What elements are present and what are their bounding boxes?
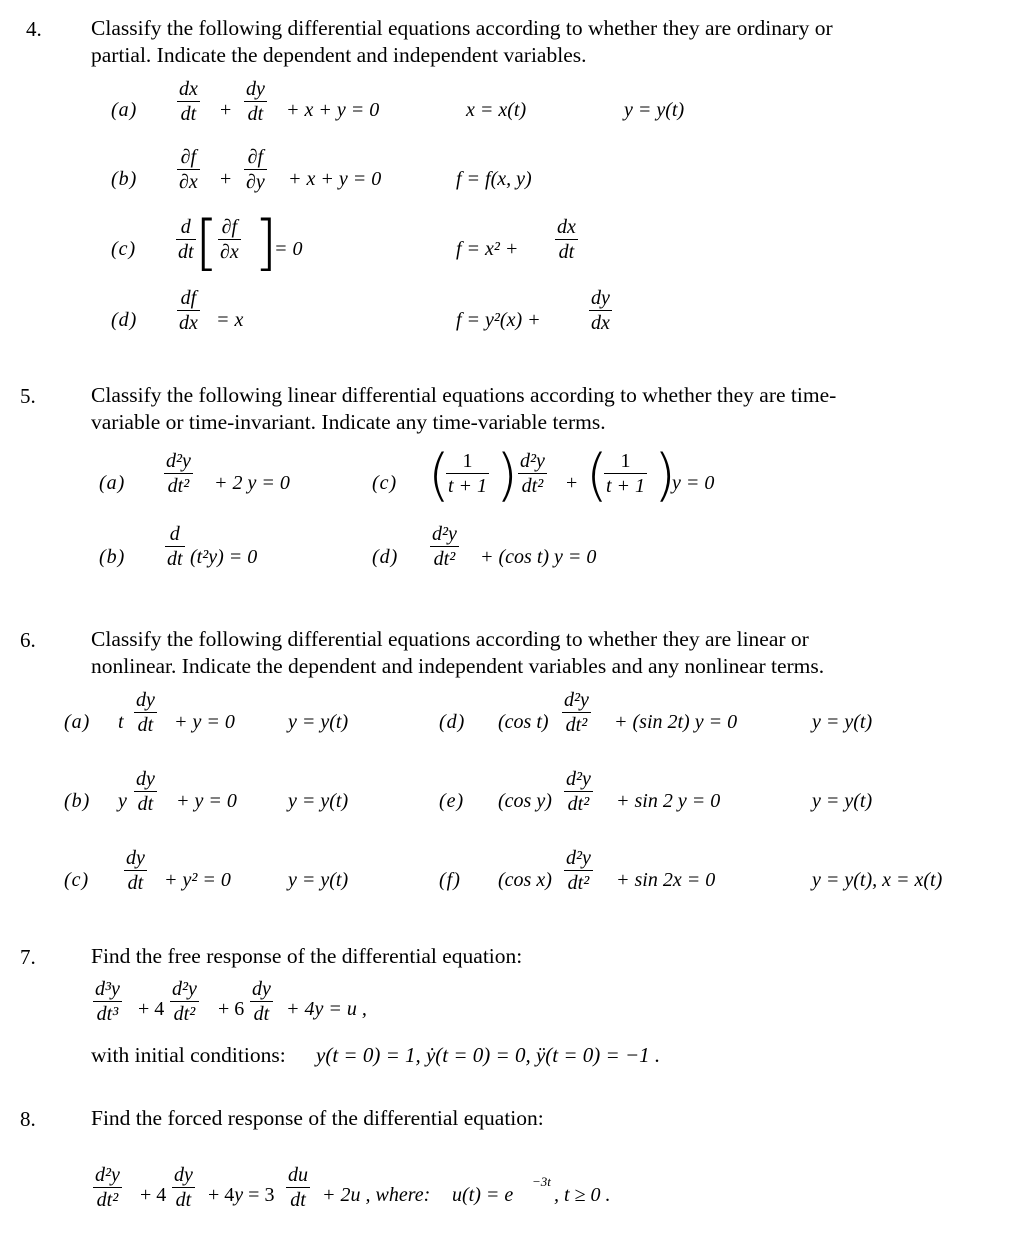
fraction-d3y-dt3: d³y dt³	[95, 978, 120, 1025]
equation-term: y = 0	[672, 472, 715, 494]
fraction-partial-f-x: ∂f ∂x	[179, 146, 198, 193]
fraction-dy-dt: dy dt	[136, 768, 155, 815]
variable-definition: y = y(t)	[812, 790, 873, 812]
part-label: (d)	[111, 309, 138, 331]
left-bracket: [	[195, 208, 219, 278]
fraction-1-over-t-plus-1: 1 t + 1	[448, 450, 488, 497]
plus-sign: +	[220, 168, 232, 190]
fraction-d2y-dt2: d²y dt²	[432, 523, 457, 570]
left-paren: (	[428, 443, 450, 508]
fraction-d2y-dt2: d²y dt²	[172, 978, 197, 1025]
fraction-d2y-dt2: d²y dt²	[566, 768, 591, 815]
part-label: (c)	[111, 238, 137, 260]
right-paren: )	[496, 443, 518, 508]
fraction-d2y-dt2: d²y dt²	[166, 450, 191, 497]
variable-definition: f = x² +	[456, 238, 519, 260]
variable-definition: y = y(t)	[288, 790, 349, 812]
fraction-dy-dt: dy dt	[126, 847, 145, 894]
plus-sign: +	[220, 99, 232, 121]
part-label: (f)	[439, 869, 461, 891]
equation-term: + x + y = 0	[288, 168, 382, 190]
part-label: (c)	[64, 869, 90, 891]
fraction-d2y-dt2: d²y dt²	[566, 847, 591, 894]
fraction-d2y-dt2: d²y dt²	[564, 689, 589, 736]
variable-definition: y = y(t)	[624, 99, 685, 121]
problem-number: 6.	[20, 628, 36, 652]
equation-term: + x + y = 0	[286, 99, 380, 121]
fraction-d-dt: d dt	[178, 216, 194, 263]
problem-text: variable or time-invariant. Indicate any time-variable terms.	[91, 410, 606, 434]
variable-definition: y = y(t)	[288, 711, 349, 733]
fraction-dy-dt: dy dt	[174, 1164, 193, 1211]
equation-term: + 2 y = 0	[214, 472, 290, 494]
equation-term: + 4y = u ,	[286, 998, 367, 1020]
right-bracket: ]	[254, 208, 278, 278]
initial-conditions: y(t = 0) = 1, ẏ(t = 0) = 0, ÿ(t = 0) = −1 .	[316, 1043, 661, 1067]
part-label: (a)	[111, 99, 138, 121]
variable-definition: y = y(t)	[812, 711, 873, 733]
equation-term: + 4y = 3	[208, 1184, 275, 1206]
part-label: (b)	[99, 546, 126, 568]
problem-text: partial. Indicate the dependent and independent variables.	[91, 43, 587, 67]
initial-conditions-label: with initial conditions:	[91, 1043, 286, 1067]
equation-term: + (cos t) y = 0	[480, 546, 597, 568]
equation-term: (cos y)	[498, 790, 552, 812]
problem-number: 4.	[26, 17, 42, 41]
equation-term: + sin 2x = 0	[616, 869, 716, 891]
variable-definition: y = y(t), x = x(t)	[812, 869, 943, 891]
problem-number: 7.	[20, 945, 36, 969]
part-label: (c)	[372, 472, 398, 494]
part-label: (a)	[99, 472, 126, 494]
part-label: (d)	[439, 711, 466, 733]
part-label: (d)	[372, 546, 399, 568]
fraction-dy-dt: dy dt	[246, 78, 265, 125]
equation-term: + y = 0	[176, 790, 237, 812]
fraction-dy-dt: dy dt	[136, 689, 155, 736]
equation-term: t	[118, 711, 124, 733]
equation-term: + y² = 0	[164, 869, 231, 891]
problem-text: Classify the following differential equations according to whether they are ordinary or	[91, 16, 833, 40]
equation-term: + (sin 2t) y = 0	[614, 711, 738, 733]
part-label: (b)	[111, 168, 138, 190]
fraction-1-over-t-plus-1: 1 t + 1	[606, 450, 646, 497]
fraction-dx-dt: dx dt	[179, 78, 198, 125]
equation-term: = 0	[274, 238, 303, 260]
equation-term: + sin 2 y = 0	[616, 790, 721, 812]
variable-definition: x = x(t)	[466, 99, 527, 121]
left-paren: (	[586, 443, 608, 508]
equation-term: (cos x)	[498, 869, 552, 891]
plus-sign: +	[566, 472, 578, 494]
part-label: (b)	[64, 790, 91, 812]
variable-definition: f = f(x, y)	[456, 168, 532, 190]
variable-definition: y = y(t)	[288, 869, 349, 891]
problem-number: 5.	[20, 384, 36, 408]
fraction-partial-f-x: ∂f ∂x	[220, 216, 239, 263]
equation-term: + 2u , where:	[322, 1184, 431, 1206]
part-label: (e)	[439, 790, 465, 812]
problem-number: 8.	[20, 1107, 36, 1131]
fraction-d2y-dt2: d²y dt²	[520, 450, 545, 497]
problem-text: Find the forced response of the differential equation:	[91, 1106, 544, 1130]
fraction-du-dt: du dt	[288, 1164, 308, 1211]
fraction-df-dx: df dx	[179, 287, 198, 334]
exponent: −3t	[532, 1174, 551, 1189]
problem-text: Classify the following differential equations according to whether they are linear or	[91, 627, 809, 651]
coefficient: + 4	[138, 998, 165, 1020]
problem-text: Classify the following linear differential equations according to whether they are time-	[91, 383, 837, 407]
variable-definition: f = y²(x) +	[456, 309, 541, 331]
fraction-dy-dt: dy dt	[252, 978, 271, 1025]
problem-text: Find the free response of the differential equation:	[91, 944, 523, 968]
equation-term: + y = 0	[174, 711, 235, 733]
fraction-d2y-dt2: d²y dt²	[95, 1164, 120, 1211]
fraction-partial-f-y: ∂f ∂y	[246, 146, 265, 193]
fraction-d-dt: d dt	[167, 523, 183, 570]
problem-text: nonlinear. Indicate the dependent and independent variables and any nonlinear terms.	[91, 654, 825, 678]
coefficient: + 6	[218, 998, 245, 1020]
equation-term: (cos t)	[498, 711, 549, 733]
equation-term: = x	[216, 309, 244, 331]
right-paren: )	[654, 443, 676, 508]
fraction-dx-dt: dx dt	[557, 216, 576, 263]
equation-term: (t²y) = 0	[190, 546, 258, 568]
fraction-dy-dx: dy dx	[591, 287, 610, 334]
input-condition: , t ≥ 0 .	[554, 1184, 611, 1206]
part-label: (a)	[64, 711, 91, 733]
equation-term: y	[118, 790, 127, 812]
coefficient: + 4	[140, 1184, 167, 1206]
input-definition: u(t) = e	[452, 1184, 514, 1206]
